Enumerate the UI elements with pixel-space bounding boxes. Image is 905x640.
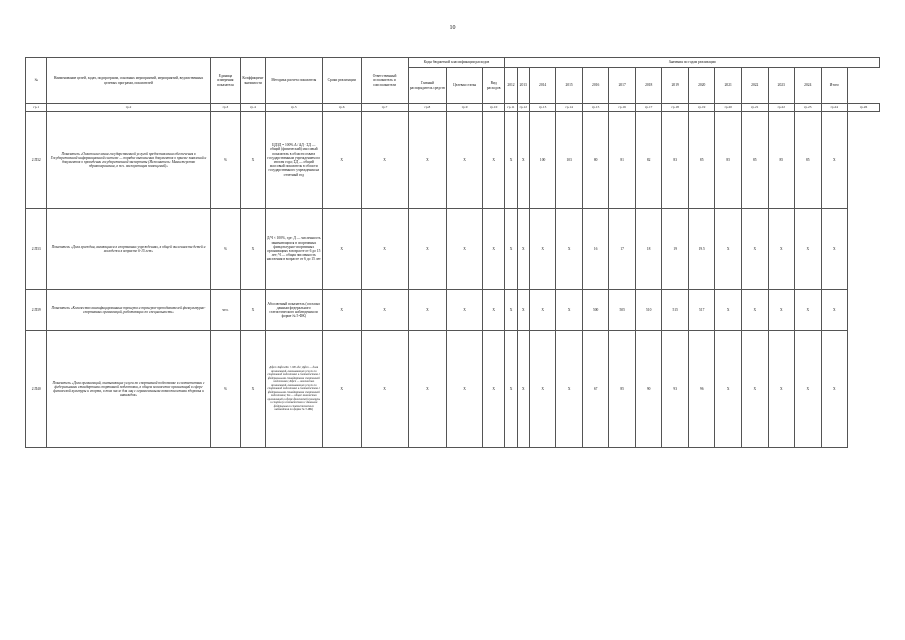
budget-code: Х bbox=[447, 112, 483, 209]
year-value: 67 bbox=[582, 331, 609, 448]
header-year: 2015 bbox=[556, 68, 583, 104]
year-value: Х bbox=[517, 112, 529, 209]
year-value: 83 bbox=[662, 112, 689, 209]
year-value: Х bbox=[505, 331, 517, 448]
indicator-coef: Х bbox=[241, 112, 265, 209]
col-number: гр.5 bbox=[265, 104, 322, 112]
year-value: 96 bbox=[688, 331, 715, 448]
col-number: гр.23 bbox=[795, 104, 822, 112]
header-method: Методика расчета показателя bbox=[265, 58, 322, 104]
year-value: 85 bbox=[688, 112, 715, 209]
col-number: гр.20 bbox=[715, 104, 742, 112]
indicator-name: Показатель «Доля граждан, являющихся в спортивных учреждениях, в общей численности детей и молодежи в возрасте 6-15 лет» bbox=[47, 209, 210, 290]
header-budget-col: Вид расходов bbox=[482, 68, 504, 104]
budget-code: Х bbox=[408, 331, 447, 448]
indicator-code: 2.П33 bbox=[26, 209, 47, 290]
indicator-responsible: Х bbox=[361, 209, 408, 290]
indicator-rows bbox=[26, 112, 880, 448]
year-value: Х bbox=[795, 331, 822, 448]
year-value: Х bbox=[505, 290, 517, 331]
indicator-unit: % bbox=[210, 112, 241, 209]
col-number: гр.6 bbox=[322, 104, 361, 112]
column-numbers-row bbox=[26, 104, 880, 112]
header-year: 2012 bbox=[505, 68, 517, 104]
year-value: Х bbox=[517, 209, 529, 290]
year-value: 19 bbox=[662, 209, 689, 290]
indicators-table bbox=[25, 57, 880, 448]
indicator-term: Х bbox=[322, 112, 361, 209]
year-value: Х bbox=[517, 331, 529, 448]
year-value: 82 bbox=[635, 112, 662, 209]
year-value: Х bbox=[715, 209, 742, 290]
col-number: гр.19 bbox=[688, 104, 715, 112]
col-number: гр.18 bbox=[662, 104, 689, 112]
indicator-code: 2.П39 bbox=[26, 290, 47, 331]
table-row bbox=[26, 112, 880, 209]
indicator-coef: Х bbox=[241, 209, 265, 290]
indicator-unit: % bbox=[210, 331, 241, 448]
col-number: гр.21 bbox=[741, 104, 768, 112]
year-value: 85 bbox=[795, 112, 822, 209]
year-value: 505 bbox=[609, 290, 636, 331]
year-value: 85 bbox=[741, 112, 768, 209]
budget-code: Х bbox=[482, 331, 504, 448]
col-number: гр.26 bbox=[848, 104, 880, 112]
year-value: 517 bbox=[688, 290, 715, 331]
col-number: гр.24 bbox=[821, 104, 848, 112]
header-budget-col: Целевая статья bbox=[447, 68, 483, 104]
indicator-name: Показатель «Доля организаций, оказывающих услуги по спортивной подготовке в соответствии с федеральными стандартами спортивной подготовки, в общем количестве организаций в сфере физической культуры и спорта, в том числе для лиц с ограниченными возможностями здоровья и инвалидов» bbox=[47, 331, 210, 448]
year-value: Х bbox=[768, 290, 795, 331]
header-total: Итого bbox=[821, 68, 848, 104]
year-value: 500 bbox=[582, 290, 609, 331]
year-value: 100 bbox=[529, 112, 556, 209]
col-number: гр.1 bbox=[26, 104, 47, 112]
header-coef: Коэффициент значимости bbox=[241, 58, 265, 104]
header-year: 2021 bbox=[715, 68, 742, 104]
col-number: гр.9 bbox=[447, 104, 483, 112]
year-value: 93 bbox=[662, 331, 689, 448]
budget-code: Х bbox=[447, 331, 483, 448]
table-row bbox=[26, 290, 880, 331]
year-value: Х bbox=[795, 209, 822, 290]
col-number: гр.8 bbox=[408, 104, 447, 112]
col-number: гр.10 bbox=[482, 104, 504, 112]
header-name: Наименование целей, задач, подпрограмм, основных мероприятий, мероприятий, ведомственных целевых программ, показателей bbox=[47, 58, 210, 104]
year-value: Х bbox=[715, 290, 742, 331]
header-year: 2016 bbox=[582, 68, 609, 104]
indicator-unit: чел. bbox=[210, 290, 241, 331]
header-year: 2023 bbox=[768, 68, 795, 104]
header-year: 2013 bbox=[517, 68, 529, 104]
col-number: гр.7 bbox=[361, 104, 408, 112]
year-value: 81 bbox=[609, 112, 636, 209]
header-year: 2018 bbox=[635, 68, 662, 104]
header-budget-group: Коды бюджетной классификации расходов bbox=[408, 58, 505, 68]
indicator-method: Д/Ч × 100%, где: Д — численность занимающихся в спортивных физкультурно-спортивных организациях в возрасте от 6 до 15 лет; Ч — общая численность населения в возрасте от 6 до 15 лет bbox=[265, 209, 322, 290]
header-num: № bbox=[26, 58, 47, 104]
col-number: гр.15 bbox=[582, 104, 609, 112]
year-value: 85 bbox=[715, 112, 742, 209]
budget-code: Х bbox=[482, 290, 504, 331]
year-value: 515 bbox=[662, 290, 689, 331]
budget-code: Х bbox=[408, 290, 447, 331]
value-total: Х bbox=[821, 331, 848, 448]
year-value: 16 bbox=[582, 209, 609, 290]
year-value: Х bbox=[529, 290, 556, 331]
year-value: 85 bbox=[768, 112, 795, 209]
year-value: 18 bbox=[635, 209, 662, 290]
budget-code: Х bbox=[408, 209, 447, 290]
year-value: 510 bbox=[635, 290, 662, 331]
page-number: 10 bbox=[449, 25, 456, 31]
indicator-responsible: Х bbox=[361, 290, 408, 331]
year-value: Х bbox=[556, 209, 583, 290]
year-value: Х bbox=[741, 209, 768, 290]
indicator-code: 2.П32 bbox=[26, 112, 47, 209]
header-term: Сроки реализации bbox=[322, 58, 361, 104]
year-value: Х bbox=[741, 290, 768, 331]
col-number: гр.2 bbox=[47, 104, 210, 112]
indicator-method: Дфсп=Кфсп/Ко ×100 где: Дфсп — доля организаций, оказывающих услуги по спортивной подготовке в соответствии с федеральными стандартами спортивной подготовки; Кфсп — количество организаций, оказывающих услуги по спортивной подготовке в соответствии с федеральными стандартами спортивной подготовки; Ко — общее количество организаций в сфере физической культуры и спорта (в соответствии с данными федерального статистического наблюдения по форме № 5-ФК) bbox=[265, 331, 322, 448]
year-value: 85 bbox=[609, 331, 636, 448]
year-value: Х bbox=[529, 209, 556, 290]
year-value: 90 bbox=[635, 331, 662, 448]
col-number: гр.3 bbox=[210, 104, 241, 112]
header-budget-col: Главный распорядитель средств bbox=[408, 68, 447, 104]
header-year: 2017 bbox=[609, 68, 636, 104]
budget-code: Х bbox=[447, 290, 483, 331]
year-value: 17 bbox=[609, 209, 636, 290]
year-value: 19.5 bbox=[688, 209, 715, 290]
indicator-term: Х bbox=[322, 209, 361, 290]
year-value: 80 bbox=[582, 112, 609, 209]
col-number: гр.14 bbox=[556, 104, 583, 112]
indicator-term: Х bbox=[322, 290, 361, 331]
col-number: гр.12 bbox=[517, 104, 529, 112]
indicator-term: Х bbox=[322, 331, 361, 448]
year-value: Х bbox=[715, 331, 742, 448]
table-row bbox=[26, 331, 880, 448]
indicator-responsible: Х bbox=[361, 331, 408, 448]
year-value: Х bbox=[768, 209, 795, 290]
budget-code: Х bbox=[447, 209, 483, 290]
header-year: 2022 bbox=[741, 68, 768, 104]
header-year: 2019 bbox=[662, 68, 689, 104]
budget-code: Х bbox=[482, 209, 504, 290]
indicator-name: Показатель «Количество квалифицированных тренеров и тренеров-преподавателей физкультурно-спортивных организаций, работающих по специальности» bbox=[47, 290, 210, 331]
col-number: гр.13 bbox=[529, 104, 556, 112]
value-total: Х bbox=[821, 209, 848, 290]
indicator-responsible: Х bbox=[361, 112, 408, 209]
table-row bbox=[26, 209, 880, 290]
value-total: Х bbox=[821, 290, 848, 331]
header-years-group: Значения по годам реализации bbox=[505, 58, 880, 68]
col-number: гр.11 bbox=[505, 104, 517, 112]
indicator-code: 2.П40 bbox=[26, 331, 47, 448]
year-value: Х bbox=[768, 331, 795, 448]
header-year: 2024 bbox=[795, 68, 822, 104]
indicator-method: ЦДЗД = 100% Δ / ΔД ∙ ΣД — общий (физический) массовый показатель в области охвата государственным учреждением по итогам года; ΣД — общий массовый показатель в области государственного учреждения на отчетный год bbox=[265, 112, 322, 209]
col-number: гр.4 bbox=[241, 104, 265, 112]
col-number: гр.22 bbox=[768, 104, 795, 112]
year-value: 103 bbox=[556, 112, 583, 209]
col-number: гр.17 bbox=[635, 104, 662, 112]
year-value: Х bbox=[517, 290, 529, 331]
year-value: Х bbox=[529, 331, 556, 448]
header-responsible: Ответственный исполнитель и соисполнители bbox=[361, 58, 408, 104]
header-year: 2014 bbox=[529, 68, 556, 104]
year-value: Х bbox=[556, 331, 583, 448]
year-value: Х bbox=[556, 290, 583, 331]
budget-code: Х bbox=[408, 112, 447, 209]
indicator-method: Абсолютный показатель (согласно данным федерального статистического наблюдения по форме № 5-ФК) bbox=[265, 290, 322, 331]
header-year: 2020 bbox=[688, 68, 715, 104]
budget-code: Х bbox=[482, 112, 504, 209]
value-total: Х bbox=[821, 112, 848, 209]
indicator-coef: Х bbox=[241, 290, 265, 331]
col-number: гр.16 bbox=[609, 104, 636, 112]
header-unit: Единица измерения показателя bbox=[210, 58, 241, 104]
year-value: Х bbox=[505, 209, 517, 290]
indicator-coef: Х bbox=[241, 331, 265, 448]
year-value: Х bbox=[505, 112, 517, 209]
indicator-name: Показатель «Охват населения государственной услугой предоставления обеспечения в Государственной информационной системе — порядке выполнения документов о приеме заявлений и документов о проведении государственной экспертизы (Исполнитель: Министерство здравоохранения, в т.ч. эксплуатация помещений)» bbox=[47, 112, 210, 209]
year-value: Х bbox=[795, 290, 822, 331]
year-value: Х bbox=[741, 331, 768, 448]
indicator-unit: % bbox=[210, 209, 241, 290]
